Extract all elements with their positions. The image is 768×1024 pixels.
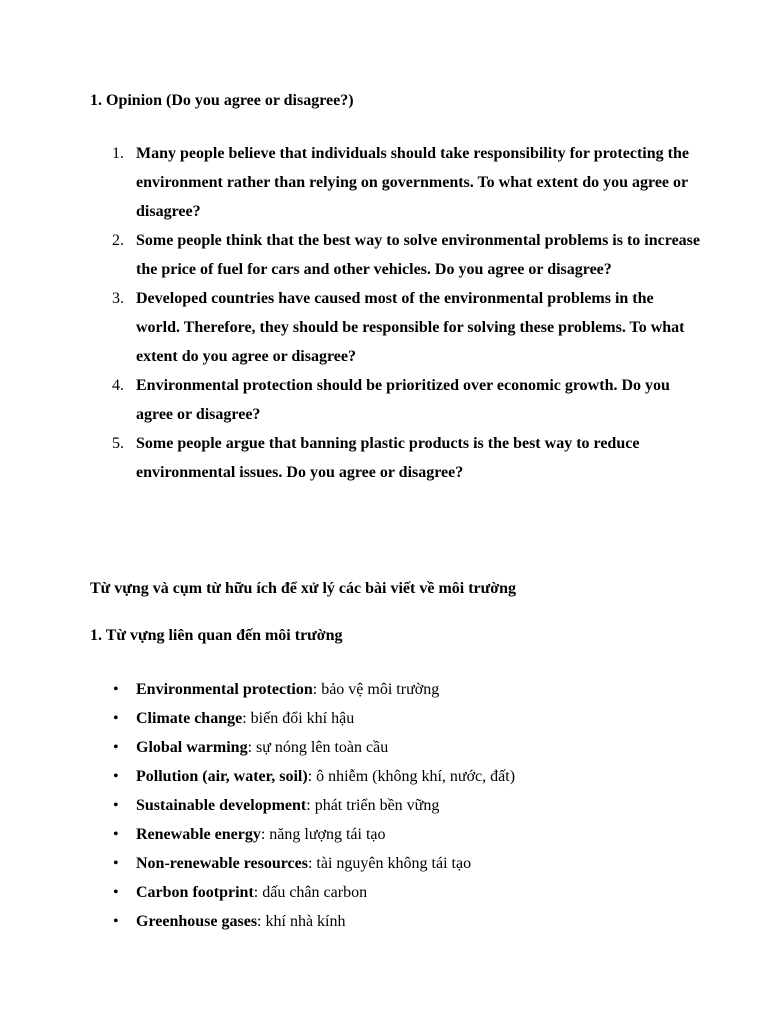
vocab-meaning: : bảo vệ môi trường xyxy=(312,681,440,698)
bullet-icon: • xyxy=(113,739,119,756)
vocab-meaning: : dấu chân carbon xyxy=(253,884,368,901)
list-item xyxy=(0,284,700,371)
list-item-text: Some people argue that banning plastic products is the best way to reduce environmental issues. Do you agree or disagree? xyxy=(136,435,640,481)
vocab-term: Carbon footprint xyxy=(136,884,254,901)
section-heading-opinion: 1. Opinion (Do you agree or disagree?) xyxy=(90,92,354,109)
vocab-term: Greenhouse gases xyxy=(136,913,258,930)
list-item xyxy=(0,429,700,487)
bullet-icon: • xyxy=(113,884,119,901)
vocab-item xyxy=(0,849,700,878)
vocab-meaning: : năng lượng tái tạo xyxy=(260,826,386,843)
vocab-term: Global warming xyxy=(136,739,248,756)
list-item-number: 3. xyxy=(112,290,124,307)
list-item-text: Developed countries have caused most of the environmental problems in the world. Therefore, they should be responsible for solving these problems. To what extent do you agree or disagree? xyxy=(136,290,685,365)
vocab-meaning: : phát triển bền vững xyxy=(306,797,440,814)
bullet-icon: • xyxy=(113,913,119,930)
bullet-icon: • xyxy=(113,710,119,727)
list-item xyxy=(0,371,700,429)
vocab-meaning: : khí nhà kính xyxy=(257,913,346,930)
bullet-icon: • xyxy=(113,855,119,872)
list-item-text: Environmental protection should be prioritized over economic growth. Do you agree or disagree? xyxy=(136,377,670,423)
vocab-item xyxy=(0,907,700,936)
vocab-item xyxy=(0,878,700,907)
list-item-text: Many people believe that individuals should take responsibility for protecting the environment rather than relying on governments. To what extent do you agree or disagree? xyxy=(136,145,689,220)
bullet-icon: • xyxy=(113,797,119,814)
section-heading-vocabulary: Từ vựng và cụm từ hữu ích để xử lý các bài viết về môi trường xyxy=(90,580,517,597)
bullet-icon: • xyxy=(113,826,119,843)
vocab-item xyxy=(0,675,700,704)
vocab-term: Non-renewable resources xyxy=(136,855,308,872)
vocab-item xyxy=(0,704,700,733)
vocab-item xyxy=(0,820,700,849)
vocab-term: Climate change xyxy=(136,710,243,727)
bullet-icon: • xyxy=(113,768,119,785)
vocab-term: Renewable energy xyxy=(136,826,261,843)
vocab-meaning: : ô nhiễm (không khí, nước, đất) xyxy=(307,768,516,785)
list-item-text: Some people think that the best way to solve environmental problems is to increase the price of fuel for cars and other vehicles. Do you agree or disagree? xyxy=(136,232,700,278)
vocab-item xyxy=(0,762,700,791)
list-item-number: 5. xyxy=(112,435,124,452)
subsection-heading: 1. Từ vựng liên quan đến môi trường xyxy=(90,627,343,644)
bullet-icon: • xyxy=(113,681,119,698)
list-item-number: 1. xyxy=(112,145,124,162)
question-list xyxy=(0,139,700,487)
vocab-term: Environmental protection xyxy=(136,681,313,698)
vocabulary-list xyxy=(0,675,700,936)
list-item-number: 2. xyxy=(112,232,124,249)
vocab-term: Sustainable development xyxy=(136,797,307,814)
vocab-term: Pollution (air, water, soil) xyxy=(136,768,308,785)
list-item xyxy=(0,139,700,226)
list-item xyxy=(0,226,700,284)
vocab-meaning: : tài nguyên không tái tạo xyxy=(307,855,472,872)
vocab-item xyxy=(0,733,700,762)
vocab-meaning: : sự nóng lên toàn cầu xyxy=(247,739,389,756)
vocab-item xyxy=(0,791,700,820)
list-item-number: 4. xyxy=(112,377,124,394)
vocab-meaning: : biến đổi khí hậu xyxy=(242,710,355,727)
